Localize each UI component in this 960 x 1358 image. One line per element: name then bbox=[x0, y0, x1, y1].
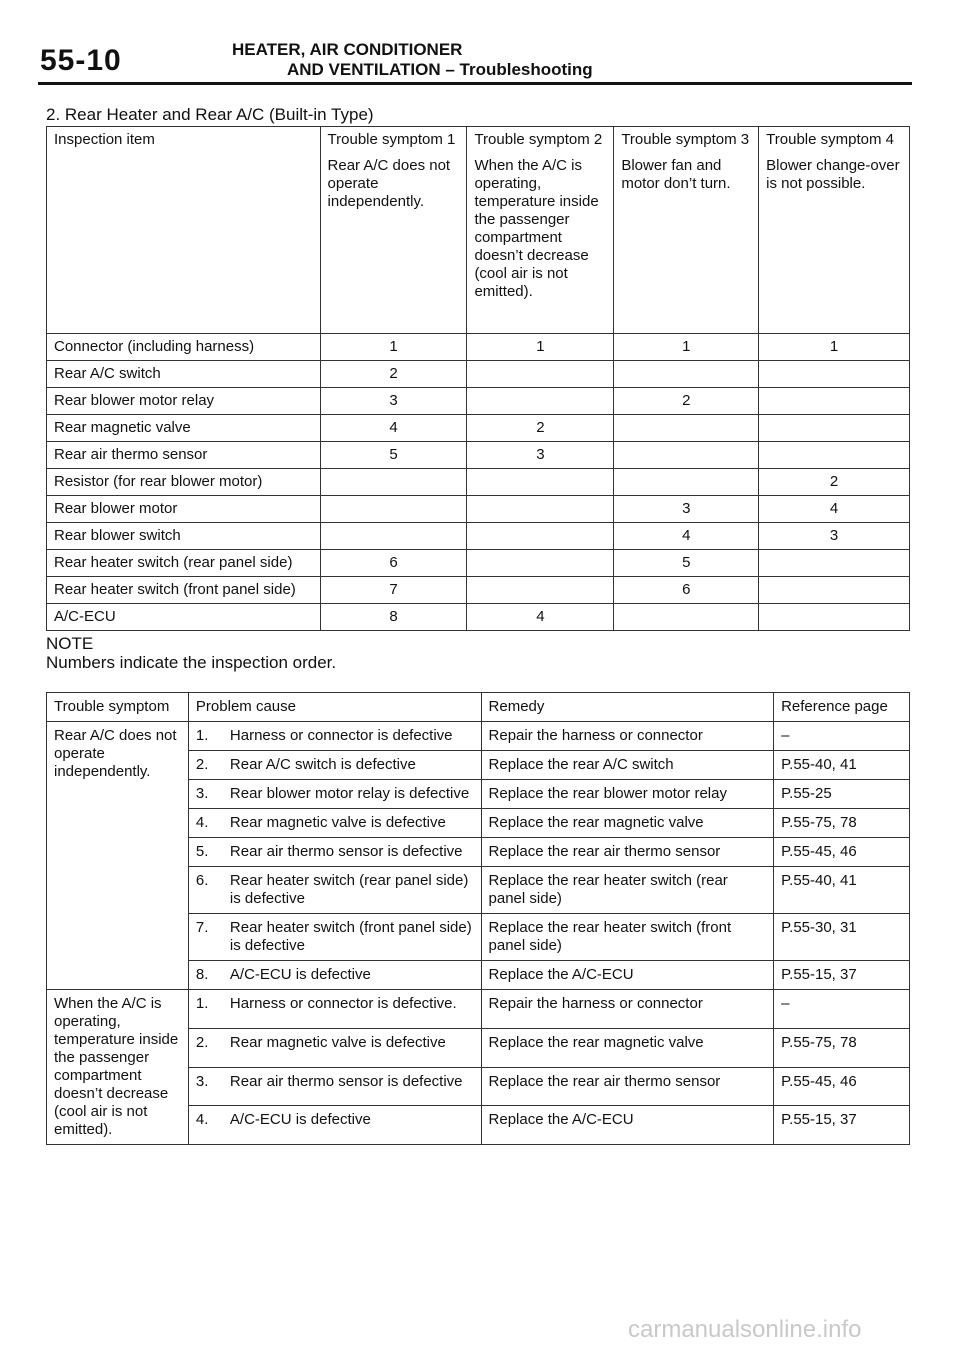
table-row bbox=[47, 550, 910, 577]
inspection-order-cell bbox=[614, 469, 759, 496]
table-row bbox=[47, 722, 910, 751]
problem-cause-column-header: Problem cause bbox=[188, 693, 481, 722]
trouble-symptom-label: Trouble symptom 1 bbox=[327, 131, 456, 148]
inspection-order-cell bbox=[759, 361, 910, 388]
problem-cause-text: Harness or connector is defective bbox=[229, 727, 453, 744]
remedy: Replace the rear magnetic valve bbox=[481, 1028, 774, 1067]
table-row bbox=[47, 577, 910, 604]
problem-cause-number: 8. bbox=[195, 966, 209, 983]
trouble-symptom-text: When the A/C is operating, temperature inside the passenger compartment doesn’t decrease (cool air is not emitted). bbox=[474, 157, 599, 300]
remedy: Replace the A/C-ECU bbox=[481, 1106, 774, 1145]
header-title-line1: HEATER, AIR CONDITIONER bbox=[232, 40, 463, 59]
problem-cause bbox=[188, 867, 481, 914]
problem-cause-text: Rear heater switch (front panel side) is defective bbox=[229, 919, 472, 954]
inspection-item: Rear blower motor bbox=[47, 496, 321, 523]
inspection-item: Rear air thermo sensor bbox=[47, 442, 321, 469]
trouble-symptom: Rear A/C does not operate independently. bbox=[47, 722, 189, 990]
reference-page: – bbox=[774, 990, 910, 1029]
inspection-order-cell bbox=[467, 388, 614, 415]
inspection-order-cell: 5 bbox=[320, 442, 467, 469]
problem-cause-number: 2. bbox=[195, 756, 209, 773]
remedy-header-row bbox=[47, 693, 910, 722]
header-rule bbox=[38, 82, 912, 85]
problem-cause-number: 4. bbox=[195, 814, 209, 831]
trouble-symptom-column-header: Trouble symptom bbox=[47, 693, 189, 722]
inspection-item: Rear blower switch bbox=[47, 523, 321, 550]
spacer bbox=[328, 149, 460, 157]
problem-cause-text: Rear heater switch (rear panel side) is defective bbox=[229, 872, 469, 907]
problem-cause bbox=[188, 838, 481, 867]
problem-cause bbox=[188, 722, 481, 751]
trouble-symptom: When the A/C is operating, temperature inside the passenger compartment doesn’t decrease (cool air is not emitted). bbox=[47, 990, 189, 1145]
inspection-order-cell bbox=[759, 415, 910, 442]
inspection-order-cell: 3 bbox=[467, 442, 614, 469]
inspection-item: Rear A/C switch bbox=[47, 361, 321, 388]
inspection-order-cell: 3 bbox=[614, 496, 759, 523]
inspection-order-cell bbox=[467, 469, 614, 496]
inspection-order-cell: 1 bbox=[467, 334, 614, 361]
inspection-item: A/C-ECU bbox=[47, 604, 321, 631]
problem-cause-text: Rear air thermo sensor is defective bbox=[229, 843, 463, 860]
problem-cause-number: 1. bbox=[195, 995, 209, 1012]
reference-page: P.55-40, 41 bbox=[774, 751, 910, 780]
inspection-item: Connector (including harness) bbox=[47, 334, 321, 361]
problem-cause-number: 3. bbox=[195, 1072, 209, 1090]
table-row bbox=[47, 496, 910, 523]
inspection-order-cell bbox=[320, 469, 467, 496]
inspection-item-header: Inspection item bbox=[47, 127, 321, 334]
inspection-order-cell: 4 bbox=[614, 523, 759, 550]
problem-cause-text: A/C-ECU is defective bbox=[229, 1111, 371, 1129]
page-number: 55-10 bbox=[40, 44, 122, 77]
inspection-order-cell bbox=[759, 388, 910, 415]
inspection-order-cell bbox=[759, 442, 910, 469]
reference-page: P.55-40, 41 bbox=[774, 867, 910, 914]
remedy: Replace the rear air thermo sensor bbox=[481, 1067, 774, 1106]
problem-cause-number: 7. bbox=[195, 919, 209, 936]
problem-cause-number: 6. bbox=[195, 872, 209, 889]
inspection-order-cell bbox=[614, 442, 759, 469]
problem-cause-text: A/C-ECU is defective bbox=[229, 966, 371, 983]
inspection-order-cell: 2 bbox=[467, 415, 614, 442]
inspection-item: Rear heater switch (front panel side) bbox=[47, 577, 321, 604]
problem-cause bbox=[188, 809, 481, 838]
remedy: Repair the harness or connector bbox=[481, 990, 774, 1029]
inspection-order-cell bbox=[320, 523, 467, 550]
inspection-order-cell bbox=[467, 577, 614, 604]
header-title-line2: AND VENTILATION – Troubleshooting bbox=[287, 60, 593, 79]
remedy-column-header: Remedy bbox=[481, 693, 774, 722]
table-row bbox=[47, 361, 910, 388]
spacer bbox=[621, 149, 751, 157]
problem-cause-number: 2. bbox=[195, 1033, 209, 1051]
reference-page-column-header: Reference page bbox=[774, 693, 910, 722]
inspection-order-cell: 4 bbox=[467, 604, 614, 631]
inspection-order-cell: 3 bbox=[320, 388, 467, 415]
inspection-order-cell: 2 bbox=[614, 388, 759, 415]
trouble-symptom-header bbox=[467, 127, 614, 334]
inspection-order-cell bbox=[614, 604, 759, 631]
problem-cause-item bbox=[196, 1111, 474, 1129]
inspection-item: Resistor (for rear blower motor) bbox=[47, 469, 321, 496]
problem-cause-item bbox=[196, 1034, 474, 1052]
inspection-order-cell: 4 bbox=[759, 496, 910, 523]
reference-page: – bbox=[774, 722, 910, 751]
trouble-symptom-header bbox=[320, 127, 467, 334]
reference-page: P.55-75, 78 bbox=[774, 1028, 910, 1067]
watermark: carmanualsonline.info bbox=[628, 1316, 862, 1343]
table-row bbox=[47, 469, 910, 496]
problem-cause-item bbox=[196, 843, 474, 861]
problem-cause-text: Rear magnetic valve is defective bbox=[229, 814, 446, 831]
problem-cause-item bbox=[196, 756, 474, 774]
problem-cause-item bbox=[196, 995, 474, 1013]
problem-cause-number: 5. bbox=[195, 843, 209, 860]
remedy: Replace the rear air thermo sensor bbox=[481, 838, 774, 867]
section-title: 2. Rear Heater and Rear A/C (Built-in Type) bbox=[46, 105, 374, 124]
remedy: Replace the rear heater switch (front panel side) bbox=[481, 914, 774, 961]
problem-cause-text: Rear magnetic valve is defective bbox=[229, 1033, 446, 1051]
trouble-symptom-text: Rear A/C does not operate independently. bbox=[327, 157, 451, 210]
inspection-table bbox=[46, 126, 910, 631]
inspection-order-cell: 1 bbox=[320, 334, 467, 361]
problem-cause-item bbox=[196, 785, 474, 803]
problem-cause bbox=[188, 780, 481, 809]
inspection-order-cell bbox=[614, 361, 759, 388]
problem-cause-number: 3. bbox=[195, 785, 209, 802]
problem-cause bbox=[188, 961, 481, 990]
trouble-symptom-label: Trouble symptom 4 bbox=[766, 131, 894, 148]
table-row bbox=[47, 388, 910, 415]
inspection-order-cell bbox=[614, 415, 759, 442]
spacer bbox=[474, 149, 606, 157]
reference-page: P.55-25 bbox=[774, 780, 910, 809]
problem-cause-item bbox=[196, 727, 474, 745]
problem-cause bbox=[188, 751, 481, 780]
inspection-order-cell: 4 bbox=[320, 415, 467, 442]
inspection-order-cell: 3 bbox=[759, 523, 910, 550]
problem-cause-text: Rear air thermo sensor is defective bbox=[229, 1072, 463, 1090]
inspection-order-cell bbox=[759, 604, 910, 631]
table-row bbox=[47, 442, 910, 469]
problem-cause-item bbox=[196, 872, 474, 908]
problem-cause bbox=[188, 914, 481, 961]
problem-cause bbox=[188, 1028, 481, 1067]
inspection-item: Rear magnetic valve bbox=[47, 415, 321, 442]
problem-cause-item bbox=[196, 966, 474, 984]
problem-cause bbox=[188, 1106, 481, 1145]
remedy: Replace the rear A/C switch bbox=[481, 751, 774, 780]
reference-page: P.55-30, 31 bbox=[774, 914, 910, 961]
trouble-symptom-text: Blower fan and motor don’t turn. bbox=[621, 157, 731, 192]
problem-cause-number: 4. bbox=[195, 1111, 209, 1129]
note-label: NOTE bbox=[46, 634, 94, 653]
inspection-order-cell: 1 bbox=[759, 334, 910, 361]
reference-page: P.55-15, 37 bbox=[774, 1106, 910, 1145]
inspection-header-row bbox=[47, 127, 910, 334]
problem-cause bbox=[188, 990, 481, 1029]
remedy: Replace the rear blower motor relay bbox=[481, 780, 774, 809]
inspection-order-cell bbox=[467, 496, 614, 523]
trouble-symptom-label: Trouble symptom 3 bbox=[621, 131, 750, 148]
inspection-order-cell: 8 bbox=[320, 604, 467, 631]
inspection-order-cell: 5 bbox=[614, 550, 759, 577]
spacer bbox=[766, 149, 902, 157]
trouble-symptom-header bbox=[614, 127, 759, 334]
inspection-order-cell: 2 bbox=[320, 361, 467, 388]
problem-cause-text: Rear A/C switch is defective bbox=[229, 756, 416, 773]
inspection-order-cell bbox=[759, 577, 910, 604]
inspection-order-cell: 6 bbox=[320, 550, 467, 577]
table-row bbox=[47, 334, 910, 361]
inspection-order-cell bbox=[759, 550, 910, 577]
table-row bbox=[47, 415, 910, 442]
trouble-symptom-header bbox=[759, 127, 910, 334]
remedy: Replace the A/C-ECU bbox=[481, 961, 774, 990]
note-text: Numbers indicate the inspection order. bbox=[46, 653, 337, 672]
remedy: Repair the harness or connector bbox=[481, 722, 774, 751]
remedy-table bbox=[46, 692, 910, 1145]
reference-page: P.55-15, 37 bbox=[774, 961, 910, 990]
inspection-order-cell bbox=[320, 496, 467, 523]
trouble-symptom-label: Trouble symptom 2 bbox=[474, 131, 603, 148]
inspection-order-cell: 1 bbox=[614, 334, 759, 361]
inspection-order-cell: 6 bbox=[614, 577, 759, 604]
inspection-order-cell bbox=[467, 550, 614, 577]
problem-cause-number: 1. bbox=[195, 727, 209, 744]
table-row bbox=[47, 604, 910, 631]
inspection-item: Rear heater switch (rear panel side) bbox=[47, 550, 321, 577]
problem-cause-item bbox=[196, 814, 474, 832]
problem-cause-text: Harness or connector is defective. bbox=[229, 995, 457, 1012]
problem-cause-item bbox=[196, 1073, 474, 1091]
problem-cause-item bbox=[196, 919, 474, 955]
remedy: Replace the rear magnetic valve bbox=[481, 809, 774, 838]
remedy: Replace the rear heater switch (rear panel side) bbox=[481, 867, 774, 914]
problem-cause bbox=[188, 1067, 481, 1106]
table-row bbox=[47, 990, 910, 1029]
trouble-symptom-text: Blower change-over is not possible. bbox=[766, 157, 900, 192]
inspection-order-cell bbox=[467, 361, 614, 388]
reference-page: P.55-45, 46 bbox=[774, 838, 910, 867]
inspection-order-cell: 7 bbox=[320, 577, 467, 604]
table-row bbox=[47, 523, 910, 550]
reference-page: P.55-45, 46 bbox=[774, 1067, 910, 1106]
inspection-item: Rear blower motor relay bbox=[47, 388, 321, 415]
inspection-order-cell bbox=[467, 523, 614, 550]
inspection-order-cell: 2 bbox=[759, 469, 910, 496]
reference-page: P.55-75, 78 bbox=[774, 809, 910, 838]
problem-cause-text: Rear blower motor relay is defective bbox=[229, 785, 470, 802]
